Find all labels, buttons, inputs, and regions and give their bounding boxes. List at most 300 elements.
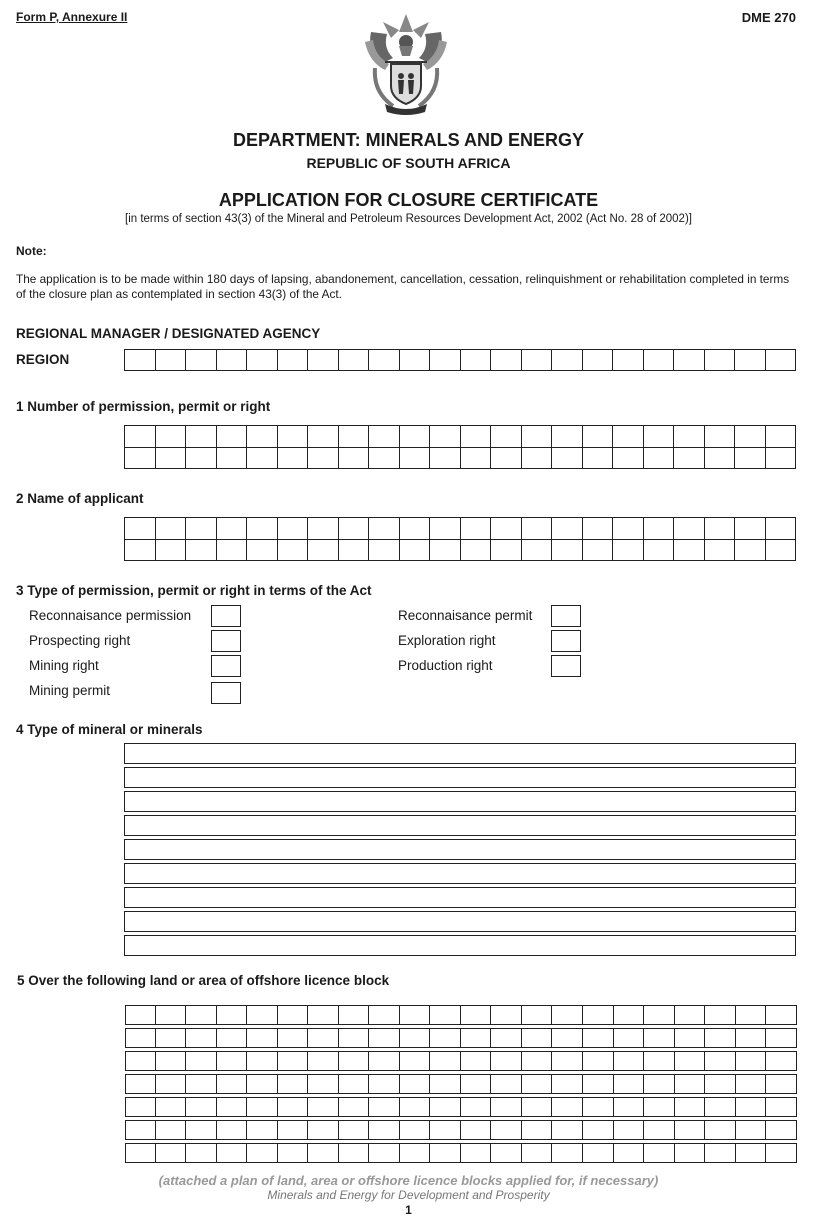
char-box[interactable] [278, 1005, 309, 1025]
char-box[interactable] [766, 1028, 797, 1048]
permit-number-input-grid[interactable] [124, 425, 796, 469]
char-box[interactable] [278, 1120, 309, 1140]
char-box[interactable] [125, 518, 156, 540]
char-box[interactable] [552, 518, 583, 540]
char-box[interactable] [247, 1120, 278, 1140]
char-box[interactable] [308, 1143, 339, 1163]
char-box[interactable] [461, 1120, 492, 1140]
char-box[interactable] [552, 1074, 583, 1094]
char-box[interactable] [613, 539, 644, 561]
char-box[interactable] [186, 1051, 217, 1071]
mineral-type-field[interactable] [124, 911, 796, 932]
char-box[interactable] [186, 518, 217, 540]
mineral-type-field[interactable] [124, 863, 796, 884]
char-box[interactable] [156, 1051, 187, 1071]
char-box[interactable] [186, 1005, 217, 1025]
char-box[interactable] [552, 539, 583, 561]
mining-permit-checkbox[interactable] [211, 682, 241, 704]
mining-right-checkbox[interactable] [211, 655, 241, 677]
char-box[interactable] [461, 1028, 492, 1048]
char-box[interactable] [766, 1143, 797, 1163]
char-box[interactable] [308, 1074, 339, 1094]
char-box[interactable] [614, 1143, 645, 1163]
char-box[interactable] [735, 518, 766, 540]
char-box[interactable] [399, 447, 430, 469]
char-box[interactable] [217, 1074, 248, 1094]
char-box[interactable] [491, 1120, 522, 1140]
char-box[interactable] [216, 350, 247, 371]
char-box[interactable] [552, 350, 583, 371]
char-box[interactable] [522, 1120, 553, 1140]
char-box[interactable] [522, 1074, 553, 1094]
char-box[interactable] [430, 1005, 461, 1025]
char-box[interactable] [277, 350, 308, 371]
char-box[interactable] [338, 447, 369, 469]
char-box[interactable] [247, 426, 278, 448]
char-box[interactable] [217, 1005, 248, 1025]
char-box[interactable] [491, 1143, 522, 1163]
char-box[interactable] [186, 1097, 217, 1117]
char-box[interactable] [704, 426, 735, 448]
char-box[interactable] [247, 447, 278, 469]
char-box[interactable] [338, 539, 369, 561]
production-right-checkbox[interactable] [551, 655, 581, 677]
char-box[interactable] [277, 426, 308, 448]
char-box[interactable] [125, 447, 156, 469]
char-box[interactable] [643, 518, 674, 540]
char-box[interactable] [674, 350, 705, 371]
char-box[interactable] [521, 447, 552, 469]
char-box[interactable] [460, 447, 491, 469]
reconnaisance-permit-checkbox[interactable] [551, 605, 581, 627]
mineral-type-field[interactable] [124, 791, 796, 812]
char-box[interactable] [705, 1120, 736, 1140]
char-box[interactable] [460, 350, 491, 371]
char-box[interactable] [308, 1028, 339, 1048]
char-box[interactable] [125, 1074, 156, 1094]
char-box[interactable] [552, 1120, 583, 1140]
char-box[interactable] [369, 539, 400, 561]
char-box[interactable] [460, 518, 491, 540]
char-box[interactable] [400, 1028, 431, 1048]
char-box[interactable] [766, 1005, 797, 1025]
char-box[interactable] [613, 518, 644, 540]
char-box[interactable] [614, 1074, 645, 1094]
coat-of-arms-icon [363, 12, 449, 116]
char-box[interactable] [674, 518, 705, 540]
char-box[interactable] [338, 518, 369, 540]
char-box[interactable] [247, 1005, 278, 1025]
char-box[interactable] [644, 1005, 675, 1025]
mineral-type-field[interactable] [124, 935, 796, 956]
char-box[interactable] [643, 447, 674, 469]
region-input-grid[interactable] [124, 349, 796, 371]
char-box[interactable] [400, 1074, 431, 1094]
char-box[interactable] [338, 426, 369, 448]
char-box[interactable] [736, 1051, 767, 1071]
char-box[interactable] [430, 1028, 461, 1048]
char-box[interactable] [247, 1143, 278, 1163]
char-box[interactable] [583, 1051, 614, 1071]
char-box[interactable] [583, 1097, 614, 1117]
char-box[interactable] [156, 1120, 187, 1140]
char-box[interactable] [400, 1051, 431, 1071]
char-box[interactable] [491, 1005, 522, 1025]
mineral-type-field[interactable] [124, 887, 796, 908]
char-box[interactable] [430, 1120, 461, 1140]
char-box[interactable] [156, 1097, 187, 1117]
char-box[interactable] [675, 1028, 706, 1048]
char-box[interactable] [736, 1028, 767, 1048]
char-box[interactable] [613, 426, 644, 448]
char-box[interactable] [277, 539, 308, 561]
char-box[interactable] [369, 1074, 400, 1094]
char-box[interactable] [552, 447, 583, 469]
char-box[interactable] [613, 447, 644, 469]
char-box[interactable] [125, 539, 156, 561]
char-box[interactable] [400, 1143, 431, 1163]
char-box[interactable] [186, 1143, 217, 1163]
char-box[interactable] [736, 1097, 767, 1117]
char-box[interactable] [736, 1074, 767, 1094]
char-box[interactable] [522, 1097, 553, 1117]
char-box[interactable] [155, 350, 186, 371]
char-box[interactable] [125, 426, 156, 448]
applicant-name-input-grid[interactable] [124, 517, 796, 561]
char-box[interactable] [278, 1097, 309, 1117]
char-box[interactable] [735, 539, 766, 561]
char-box[interactable] [369, 1097, 400, 1117]
char-box[interactable] [765, 350, 796, 371]
char-box[interactable] [155, 426, 186, 448]
char-box[interactable] [765, 447, 796, 469]
char-box[interactable] [369, 1005, 400, 1025]
char-box[interactable] [491, 518, 522, 540]
char-box[interactable] [582, 518, 613, 540]
char-box[interactable] [217, 1097, 248, 1117]
char-box[interactable] [552, 1028, 583, 1048]
char-box[interactable] [400, 1120, 431, 1140]
char-box[interactable] [339, 1028, 370, 1048]
char-box[interactable] [705, 1143, 736, 1163]
char-box[interactable] [369, 1120, 400, 1140]
char-box[interactable] [644, 1143, 675, 1163]
char-box[interactable] [430, 518, 461, 540]
char-box[interactable] [643, 426, 674, 448]
prospecting-right-checkbox[interactable] [211, 630, 241, 652]
char-box[interactable] [278, 1028, 309, 1048]
option-label: Exploration right [398, 633, 496, 648]
char-box[interactable] [430, 1074, 461, 1094]
char-box[interactable] [308, 1051, 339, 1071]
char-box[interactable] [674, 447, 705, 469]
char-box[interactable] [675, 1097, 706, 1117]
char-box[interactable] [582, 350, 613, 371]
char-box[interactable] [644, 1120, 675, 1140]
republic-subtitle: REPUBLIC OF SOUTH AFRICA [306, 155, 511, 171]
char-box[interactable] [278, 1074, 309, 1094]
char-box[interactable] [186, 447, 217, 469]
char-box[interactable] [491, 426, 522, 448]
char-box[interactable] [766, 1074, 797, 1094]
department-title: DEPARTMENT: MINERALS AND ENERGY [232, 130, 584, 150]
char-box[interactable] [735, 350, 766, 371]
char-box[interactable] [186, 1074, 217, 1094]
char-box[interactable] [521, 350, 552, 371]
char-box[interactable] [399, 426, 430, 448]
char-box[interactable] [765, 518, 796, 540]
note-label: Note: [16, 244, 47, 258]
char-box[interactable] [186, 1120, 217, 1140]
char-box[interactable] [705, 1005, 736, 1025]
char-box[interactable] [277, 447, 308, 469]
char-box[interactable] [430, 350, 461, 371]
char-box[interactable] [491, 539, 522, 561]
land-area-input-grid[interactable] [125, 1002, 797, 1166]
char-box[interactable] [491, 350, 522, 371]
char-box[interactable] [247, 1097, 278, 1117]
char-box[interactable] [583, 1143, 614, 1163]
char-box[interactable] [247, 350, 278, 371]
region-label: REGION [16, 352, 70, 367]
char-box[interactable] [308, 1120, 339, 1140]
char-box[interactable] [155, 539, 186, 561]
char-box[interactable] [339, 1097, 370, 1117]
char-box[interactable] [125, 1120, 156, 1140]
char-box[interactable] [339, 1143, 370, 1163]
mineral-type-field[interactable] [124, 743, 796, 764]
char-box[interactable] [125, 1005, 156, 1025]
char-box[interactable] [582, 447, 613, 469]
grid-row [125, 350, 796, 371]
char-box[interactable] [644, 1028, 675, 1048]
char-box[interactable] [156, 1074, 187, 1094]
char-box[interactable] [644, 1097, 675, 1117]
char-box[interactable] [522, 1005, 553, 1025]
char-box[interactable] [614, 1051, 645, 1071]
char-box[interactable] [308, 1097, 339, 1117]
char-box[interactable] [339, 1120, 370, 1140]
char-box[interactable] [766, 1051, 797, 1071]
char-box[interactable] [643, 350, 674, 371]
char-box[interactable] [675, 1120, 706, 1140]
char-box[interactable] [765, 426, 796, 448]
char-box[interactable] [400, 1097, 431, 1117]
grid-row [125, 1005, 797, 1025]
char-box[interactable] [704, 350, 735, 371]
char-box[interactable] [461, 1051, 492, 1071]
char-box[interactable] [675, 1143, 706, 1163]
attachment-note: (attached a plan of land, area or offshore licence blocks applied for, if necessary) [158, 1173, 659, 1188]
char-box[interactable] [613, 350, 644, 371]
char-box[interactable] [186, 350, 217, 371]
char-box[interactable] [491, 447, 522, 469]
char-box[interactable] [247, 518, 278, 540]
char-box[interactable] [552, 426, 583, 448]
char-box[interactable] [277, 518, 308, 540]
char-box[interactable] [521, 426, 552, 448]
char-box[interactable] [125, 1028, 156, 1048]
char-box[interactable] [247, 1051, 278, 1071]
char-box[interactable] [186, 539, 217, 561]
char-box[interactable] [461, 1143, 492, 1163]
char-box[interactable] [339, 1074, 370, 1094]
char-box[interactable] [217, 1143, 248, 1163]
char-box[interactable] [522, 1143, 553, 1163]
char-box[interactable] [491, 1074, 522, 1094]
char-box[interactable] [155, 447, 186, 469]
char-box[interactable] [614, 1028, 645, 1048]
char-box[interactable] [461, 1097, 492, 1117]
char-box[interactable] [156, 1028, 187, 1048]
char-box[interactable] [766, 1097, 797, 1117]
char-box[interactable] [430, 426, 461, 448]
section-5-heading: 5 Over the following land or area of offshore licence block [17, 973, 390, 988]
char-box[interactable] [491, 1097, 522, 1117]
char-box[interactable] [491, 1028, 522, 1048]
char-box[interactable] [704, 539, 735, 561]
char-box[interactable] [278, 1143, 309, 1163]
char-box[interactable] [430, 447, 461, 469]
char-box[interactable] [736, 1120, 767, 1140]
char-box[interactable] [399, 350, 430, 371]
char-box[interactable] [765, 539, 796, 561]
char-box[interactable] [369, 518, 400, 540]
char-box[interactable] [369, 426, 400, 448]
char-box[interactable] [614, 1120, 645, 1140]
footer-motto: Minerals and Energy for Development and Prosperity [267, 1188, 550, 1202]
char-box[interactable] [399, 539, 430, 561]
char-box[interactable] [216, 426, 247, 448]
char-box[interactable] [308, 1005, 339, 1025]
mineral-type-field[interactable] [124, 839, 796, 860]
char-box[interactable] [369, 1051, 400, 1071]
char-box[interactable] [217, 1028, 248, 1048]
char-box[interactable] [705, 1028, 736, 1048]
char-box[interactable] [675, 1051, 706, 1071]
section-1-heading: 1 Number of permission, permit or right [16, 399, 271, 414]
char-box[interactable] [155, 518, 186, 540]
char-box[interactable] [369, 350, 400, 371]
char-box[interactable] [583, 1005, 614, 1025]
char-box[interactable] [308, 447, 339, 469]
char-box[interactable] [217, 1120, 248, 1140]
char-box[interactable] [644, 1074, 675, 1094]
char-box[interactable] [369, 1143, 400, 1163]
char-box[interactable] [369, 447, 400, 469]
char-box[interactable] [522, 1051, 553, 1071]
char-box[interactable] [186, 426, 217, 448]
char-box[interactable] [583, 1120, 614, 1140]
char-box[interactable] [125, 1097, 156, 1117]
char-box[interactable] [125, 1051, 156, 1071]
char-box[interactable] [552, 1005, 583, 1025]
char-box[interactable] [460, 426, 491, 448]
char-box[interactable] [339, 1051, 370, 1071]
char-box[interactable] [461, 1074, 492, 1094]
char-box[interactable] [308, 350, 339, 371]
char-box[interactable] [675, 1005, 706, 1025]
char-box[interactable] [308, 539, 339, 561]
char-box[interactable] [736, 1143, 767, 1163]
section-3-heading: 3 Type of permission, permit or right in terms of the Act [16, 583, 372, 598]
char-box[interactable] [705, 1051, 736, 1071]
char-box[interactable] [460, 539, 491, 561]
char-box[interactable] [704, 518, 735, 540]
char-box[interactable] [705, 1097, 736, 1117]
char-box[interactable] [430, 539, 461, 561]
char-box[interactable] [705, 1074, 736, 1094]
char-box[interactable] [339, 1005, 370, 1025]
char-box[interactable] [400, 1005, 431, 1025]
page-title: APPLICATION FOR CLOSURE CERTIFICATE [218, 190, 599, 210]
char-box[interactable] [582, 426, 613, 448]
char-box[interactable] [125, 1143, 156, 1163]
char-box[interactable] [736, 1005, 767, 1025]
char-box[interactable] [278, 1051, 309, 1071]
char-box[interactable] [521, 518, 552, 540]
char-box[interactable] [583, 1028, 614, 1048]
char-box[interactable] [521, 539, 552, 561]
char-box[interactable] [491, 1051, 522, 1071]
char-box[interactable] [247, 539, 278, 561]
char-box[interactable] [674, 426, 705, 448]
char-box[interactable] [766, 1120, 797, 1140]
char-box[interactable] [583, 1074, 614, 1094]
option-label: Mining right [29, 658, 99, 673]
char-box[interactable] [552, 1051, 583, 1071]
char-box[interactable] [216, 447, 247, 469]
char-box[interactable] [308, 518, 339, 540]
char-box[interactable] [430, 1051, 461, 1071]
char-box[interactable] [369, 1028, 400, 1048]
char-box[interactable] [644, 1051, 675, 1071]
reconnaisance-permission-checkbox[interactable] [211, 605, 241, 627]
char-box[interactable] [704, 447, 735, 469]
char-box[interactable] [156, 1005, 187, 1025]
char-box[interactable] [552, 1143, 583, 1163]
char-box[interactable] [735, 447, 766, 469]
char-box[interactable] [552, 1097, 583, 1117]
char-box[interactable] [430, 1097, 461, 1117]
char-box[interactable] [675, 1074, 706, 1094]
char-box[interactable] [247, 1028, 278, 1048]
char-box[interactable] [217, 1051, 248, 1071]
char-box[interactable] [216, 539, 247, 561]
char-box[interactable] [643, 539, 674, 561]
char-box[interactable] [735, 426, 766, 448]
char-box[interactable] [216, 518, 247, 540]
char-box[interactable] [338, 350, 369, 371]
mineral-type-field[interactable] [124, 815, 796, 836]
char-box[interactable] [614, 1005, 645, 1025]
note-text: The application is to be made within 180 days of lapsing, abandonement, cancellation, cessation, relinquishment or rehabilitation completed in terms of the closure plan as contemplated in section 43(3) of the Act. [16, 272, 790, 301]
char-box[interactable] [399, 518, 430, 540]
char-box[interactable] [674, 539, 705, 561]
char-box[interactable] [156, 1143, 187, 1163]
mineral-type-field[interactable] [124, 767, 796, 788]
exploration-right-checkbox[interactable] [551, 630, 581, 652]
char-box[interactable] [582, 539, 613, 561]
char-box[interactable] [522, 1028, 553, 1048]
char-box[interactable] [247, 1074, 278, 1094]
char-box[interactable] [308, 426, 339, 448]
char-box[interactable] [461, 1005, 492, 1025]
char-box[interactable] [186, 1028, 217, 1048]
char-box[interactable] [614, 1097, 645, 1117]
char-box[interactable] [430, 1143, 461, 1163]
char-box[interactable] [125, 350, 156, 371]
